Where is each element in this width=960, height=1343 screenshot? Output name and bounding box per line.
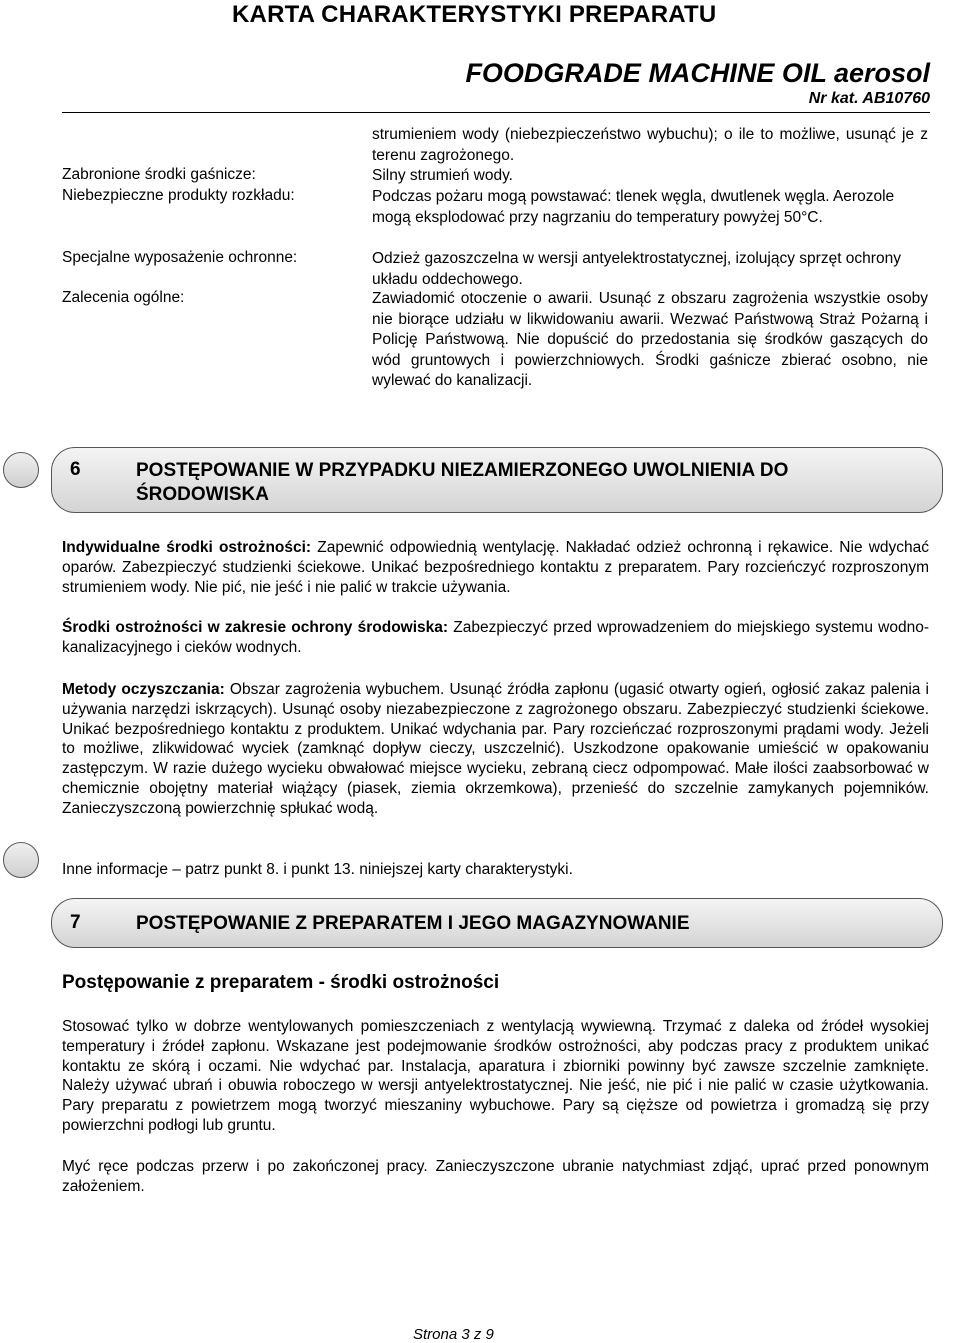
section6-cleanup-methods (62, 680, 929, 819)
label-general-recommendations: Zalecenia ogólne: (62, 289, 185, 306)
section7-title: POSTĘPOWANIE Z PREPARATEM I JEGO MAGAZYNOWANIE (136, 913, 690, 934)
personal-precautions-text: Zapewnić odpowiednią wentylację. Nakładać odzież ochronną i rękawice. Nie wdychać oparów. Zabezpieczyć studzienki ściekowe. Unikać bezpośredniego kontaktu z preparatem. Pary rozcieńczyć rozproszonym strumieniem wody. Nie pić, nie jeść i nie palić w trakcie używania. (62, 539, 930, 596)
section6-number: 6 (70, 459, 81, 480)
label-prohibited-extinguishers: Zabronione środki gaśnicze: (62, 166, 256, 183)
section6-title: POSTĘPOWANIE W PRZYPADKU NIEZAMIERZONEGO UWOLNIENIA DO ŚRODOWISKA (136, 460, 789, 505)
product-name: FOODGRADE MACHINE OIL aerosol (465, 58, 930, 88)
section7-handling-text: Stosować tylko w dobrze wentylowanych pomieszczeniach z wentylacją wywiewną. Trzymać z daleka od źródeł wysokiej temperatury i źródeł zapłonu. Wskazane jest podejmowanie środków ostrożności, aby podczas pracy z produktem unikać kontaktu ze skórą i oczami. Nie wdychać par. Instalacja, aparatura i zbiorniki powinny być zawsze szczelnie zamknięte. Należy używać ubrań i obuwia roboczego w wersji antyelektrostatycznej. Nie jeść, nie pić i nie palić w czasie użytkowania. Pary preparatu z powietrzem mogą tworzyć mieszaniny wybuchowe. Pary są cięższe od powietrza i gromadzą się przy powierzchni podłogi lub gruntu. (62, 1018, 929, 1134)
label-decomposition-products: Niebezpieczne produkty rozkładu: (62, 187, 295, 204)
section6-personal-precautions (62, 538, 929, 597)
section7-number: 7 (70, 912, 81, 933)
section7-hygiene-text: Myć ręce podczas przerw i po zakończonej pracy. Zanieczyszczone ubranie natychmiast zdjąć, uprać przed ponownym założeniem. (62, 1158, 929, 1195)
personal-precautions-label: Indywidualne środki ostrożności: (62, 539, 312, 556)
label-protective-equipment: Specjalne wyposażenie ochronne: (62, 249, 298, 266)
value-protective-equipment: Odzież gazoszczelna w wersji antyelektrostatycznej, izolujący sprzęt ochrony układu oddechowego. (372, 250, 901, 288)
cleanup-methods-text: Obszar zagrożenia wybuchem. Usunąć źródła zapłonu (ugasić otwarty ogień, ogłosić zakaz palenia i używania narzędzi iskrzących). Usunąć osoby niezabezpieczone z zagrożonego obszaru. Zabezpieczyć studzienki ściekowe. Unikać bezpośredniego kontaktu z produktem. Unikać wdychania par. Pary rozcieńczać rozproszonymi prądami wody. Jeżeli to możliwe, zlikwidować wyciek (zamknąć dopływ cieczy, uszczelnić). Uszkodzone opakowanie umieścić w opakowaniu zastępczym. W razie dużego wycieku obwałować miejsce wycieku, zebraną ciecz odpompować. Małe ilości zaabsorbować w chemicznie obojętny materiał wiążący (piasek, ziemia okrzemkowa), przenieść do szczelnie zamykanych pojemników. Zanieczyszczoną powierzchnię spłukać wodą. (62, 681, 930, 817)
document-title: KARTA CHARAKTERYSTYKI PREPARATU (232, 1, 717, 28)
page-number: Strona 3 z 9 (413, 1326, 494, 1343)
environmental-precautions-text: Zabezpieczyć przed wprowadzeniem do miejskiego systemu wodno-kanalizacyjnego i cieków wodnych. (62, 619, 930, 656)
section6-environmental-precautions (62, 618, 929, 658)
section7-subheading: Postępowanie z preparatem - środki ostrożności (62, 972, 500, 993)
section-marker-icon (3, 842, 39, 878)
section6-header (51, 447, 943, 513)
catalog-number: Nr kat. AB10760 (808, 90, 930, 107)
value-decomposition-products: Podczas pożaru mogą powstawać: tlenek węgla, dwutlenek węgla. Aerozole mogą eksplodować przy nagrzaniu do temperatury powyżej 50°C. (372, 188, 895, 226)
environmental-precautions-label: Środki ostrożności w zakresie ochrony środowiska: (62, 619, 449, 636)
section7-header (51, 898, 943, 948)
header-divider (62, 112, 930, 113)
value-prohibited-extinguishers: Silny strumień wody. (372, 167, 513, 184)
cleanup-methods-label: Metody oczyszczania: (62, 681, 225, 698)
section6-other-info: Inne informacje – patrz punkt 8. i punkt 13. niniejszej karty charakterystyki. (62, 861, 573, 878)
section-marker-icon (3, 452, 39, 488)
section5-intro-text: strumieniem wody (niebezpieczeństwo wybuchu); o ile to możliwe, usunąć je z terenu zagrożonego. (372, 126, 928, 164)
value-general-recommendations: Zawiadomić otoczenie o awarii. Usunąć z obszaru zagrożenia wszystkie osoby nie biorące udziału w likwidowaniu awarii. Wezwać Państwową Straż Pożarną i Policję Państwową. Nie dopuścić do przedostania się środków gaszących do wód gruntowych i powierzchniowych. Środki gaśnicze zbierać osobno, nie wylewać do kanalizacji. (372, 290, 928, 389)
